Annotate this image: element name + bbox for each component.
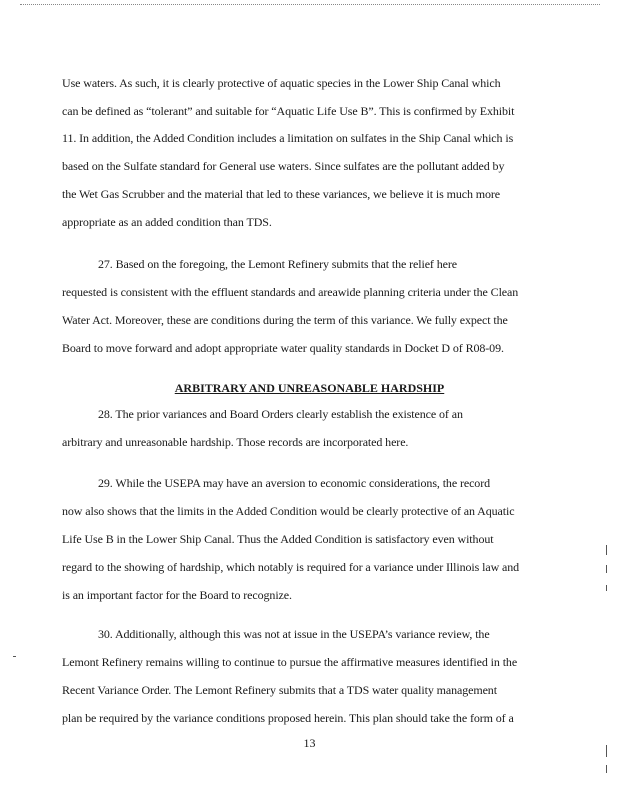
paragraph-29-line: is an important factor for the Board to recognize.: [62, 588, 292, 602]
text-line: can be defined as “tolerant” and suitable for “Aquatic Life Use B”. This is confirmed by Exhibit: [62, 104, 515, 118]
text-line: Use waters. As such, it is clearly protective of aquatic species in the Lower Ship Canal which: [62, 76, 501, 90]
paragraph-29-line: now also shows that the limits in the Added Condition would be clearly protective of an Aquatic: [62, 504, 515, 518]
paragraph-30-line: 30. Additionally, although this was not at issue in the USEPA’s variance review, the: [98, 627, 490, 641]
paragraph-28-line: 28. The prior variances and Board Orders clearly establish the existence of an: [98, 407, 463, 421]
paragraph-30-line: plan be required by the variance conditions proposed herein. This plan should take the form of a: [62, 711, 514, 725]
scan-mark: [606, 745, 607, 757]
scan-mark: [606, 765, 607, 773]
paragraph-29-line: Life Use B in the Lower Ship Canal. Thus the Added Condition is satisfactory even without: [62, 532, 494, 546]
text-line: appropriate as an added condition than TDS.: [62, 215, 272, 229]
paragraph-30-line: Recent Variance Order. The Lemont Refinery submits that a TDS water quality management: [62, 683, 497, 697]
text-line: based on the Sulfate standard for General use waters. Since sulfates are the pollutant added by: [62, 159, 505, 173]
scan-mark: [606, 545, 607, 555]
paragraph-29-line: regard to the showing of hardship, which notably is required for a variance under Illinois law and: [62, 560, 520, 574]
scan-mark: [13, 656, 16, 657]
scan-mark: [606, 585, 607, 591]
scan-noise: [20, 4, 600, 7]
paragraph-29-line: 29. While the USEPA may have an aversion to economic considerations, the record: [98, 476, 491, 490]
text-line: 11. In addition, the Added Condition includes a limitation on sulfates in the Ship Canal which is: [62, 131, 514, 145]
scan-mark: [606, 565, 607, 573]
paragraph-28-line: arbitrary and unreasonable hardship. Those records are incorporated here.: [62, 435, 409, 449]
section-heading: ARBITRARY AND UNREASONABLE HARDSHIP: [174, 381, 445, 395]
text-line: the Wet Gas Scrubber and the material that led to these variances, we believe it is much more: [62, 187, 501, 201]
paragraph-27-line: requested is consistent with the effluent standards and areawide planning criteria under the Clean: [62, 285, 519, 299]
paragraph-27-line: Water Act. Moreover, these are conditions during the term of this variance. We fully expect the: [62, 313, 508, 327]
paragraph-27-line: Board to move forward and adopt appropriate water quality standards in Docket D of R08-09.: [62, 341, 504, 355]
paragraph-30-line: Lemont Refinery remains willing to continue to pursue the affirmative measures identified in the: [62, 655, 518, 669]
page-number: 13: [303, 736, 316, 750]
paragraph-27-line: 27. Based on the foregoing, the Lemont Refinery submits that the relief here: [98, 257, 457, 271]
